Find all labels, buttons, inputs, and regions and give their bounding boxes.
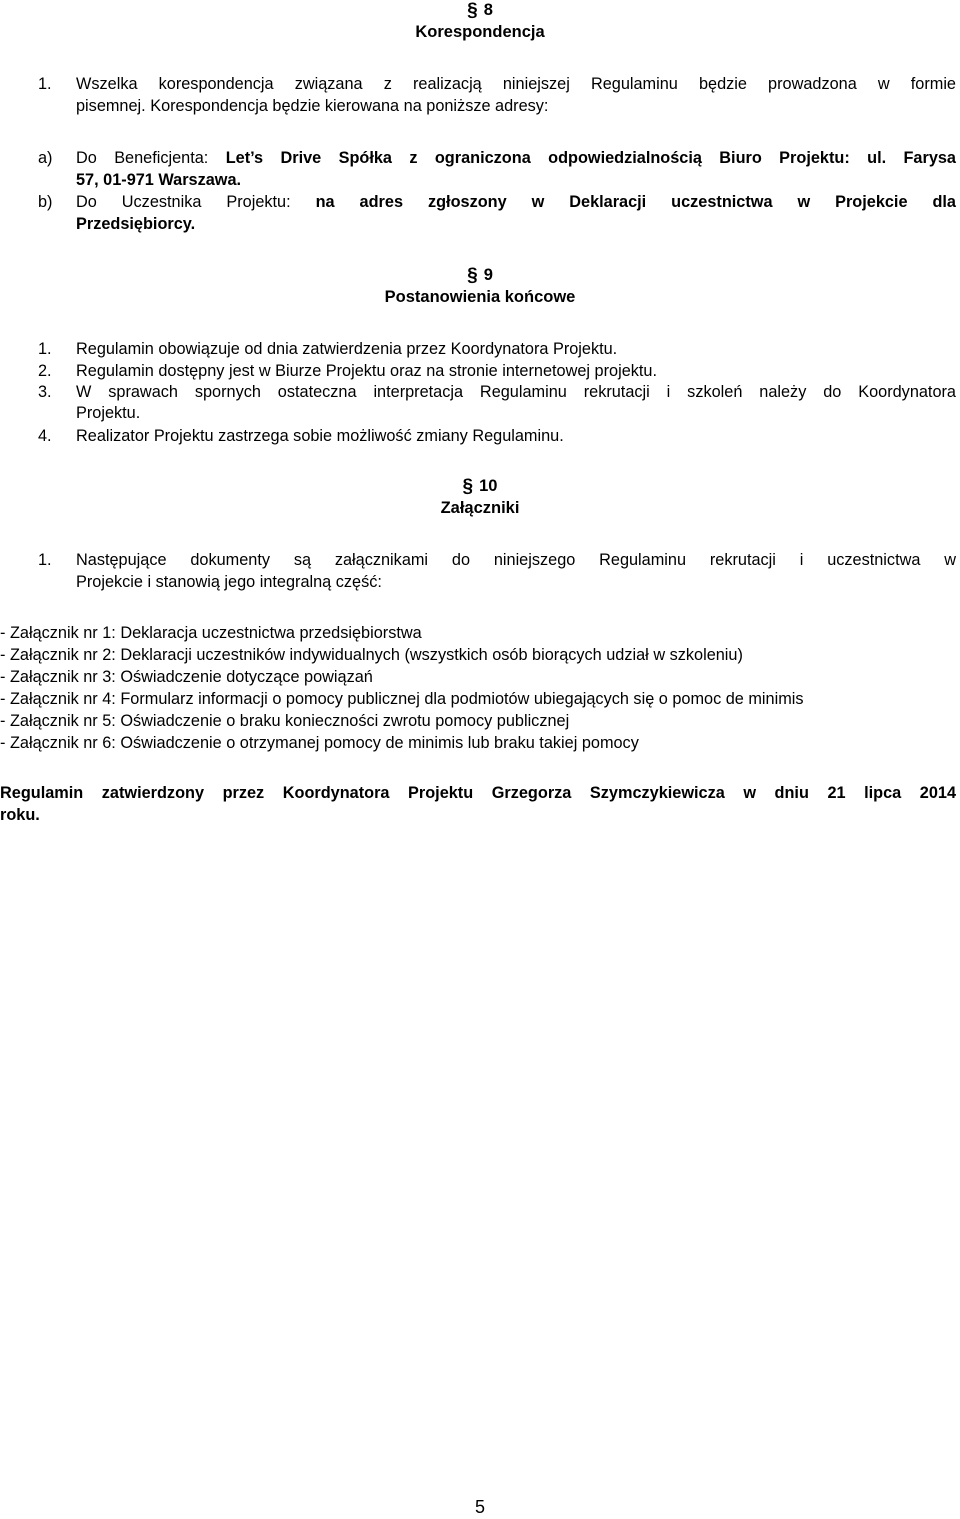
section-10-heading [0,476,960,497]
list-item: Regulamin obowiązuje od dnia zatwierdzenia przez Koordynatora Projektu. [76,340,618,358]
attachment-item: - Załącznik nr 3: Oświadczenie dotyczące powiązań [0,668,373,686]
approval-statement-cont: roku. [0,806,40,824]
attachment-item: - Załącznik nr 2: Deklaracji uczestników indywidualnych (wszystkich osób biorących udział w szkoleniu) [0,646,743,664]
list-item: Regulamin dostępny jest w Biurze Projektu oraz na stronie internetowej projektu. [76,362,657,380]
section-number: 8 [483,1,493,19]
section-8-heading [0,0,960,21]
address-bold-cont: 57, 01-971 Warszawa. [76,171,242,189]
list-item-cont: Projektu. [76,404,141,422]
attachment-item: - Załącznik nr 1: Deklaracja uczestnictwa przedsiębiorstwa [0,624,422,642]
address-participant [76,192,956,212]
address-bold-cont: Przedsiębiorcy. [76,215,196,233]
approval-statement: Regulamin zatwierdzony przez Koordynatora Projektu Grzegorza Szymczykiewicza w dniu 21 lipca 2014 [0,784,956,802]
address-prefix: Do Uczestnika Projektu: [76,193,316,211]
list-number: 4. [38,427,52,445]
paragraph-number: 1. [38,75,52,93]
list-label: b) [38,193,53,211]
section-number: 9 [483,266,493,284]
list-label: a) [38,149,53,167]
section-8-title: Korespondencja [415,23,545,41]
attachment-item: - Załącznik nr 5: Oświadczenie o braku konieczności zwrotu pomocy publicznej [0,712,570,730]
list-item: W sprawach spornych ostateczna interpretacja Regulaminu rekrutacji i szkoleń należy do Koordynatora [76,383,956,401]
section-9-heading [0,265,960,286]
address-bold: na adres zgłoszony w Deklaracji uczestnictwa w Projekcie dla [315,193,956,211]
attachment-item: - Załącznik nr 6: Oświadczenie o otrzymanej pomocy de minimis lub braku takiej pomocy [0,734,639,752]
list-number: 3. [38,383,52,401]
section-number: 10 [479,477,498,495]
attachment-item: - Załącznik nr 4: Formularz informacji o pomocy publicznej dla podmiotów ubiegających się o pomoc de minimis [0,690,804,708]
paragraph-text-line: pisemnej. Korespondencja będzie kierowana na poniższe adresy: [76,97,549,115]
list-number: 1. [38,340,52,358]
paragraph-text-line: Wszelka korespondencja związana z realizacją niniejszej Regulaminu będzie prowadzona w formie [76,75,956,93]
address-bold: Let’s Drive Spółka z ograniczona odpowiedzialnością Biuro Projektu: ul. Farysa [225,149,956,167]
section-10-title: Załączniki [440,499,520,517]
list-number: 2. [38,362,52,380]
address-beneficiary [76,148,956,168]
section-symbol: § [467,265,478,286]
list-item: Realizator Projektu zastrzega sobie możliwość zmiany Regulaminu. [76,427,564,445]
address-prefix: Do Beneficjenta: [76,149,226,167]
paragraph-number: 1. [38,551,52,569]
section-9-title: Postanowienia końcowe [384,288,576,306]
paragraph-text-line: Projekcie i stanowią jego integralną część: [76,573,382,591]
section-symbol: § [462,476,474,497]
page-number: 5 [474,1497,485,1517]
paragraph-text-line: Następujące dokumenty są załącznikami do niniejszego Regulaminu rekrutacji i uczestnictwa w [76,551,956,569]
section-symbol: § [467,0,478,21]
